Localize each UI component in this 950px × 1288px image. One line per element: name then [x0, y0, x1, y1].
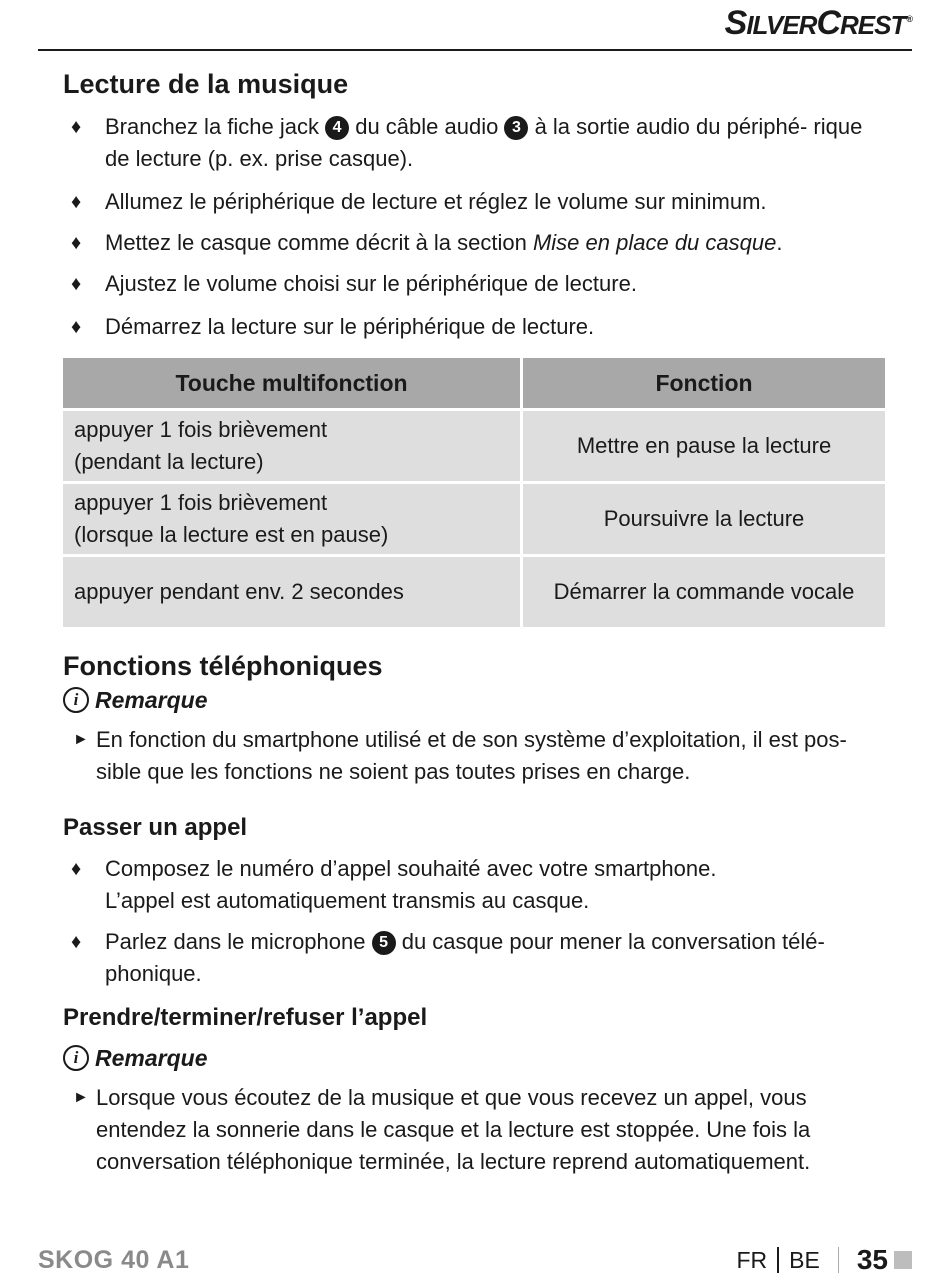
diamond-bullet-icon: ♦ — [71, 273, 82, 295]
section-title-music: Lecture de la musique — [63, 69, 349, 99]
section-title-answer: Prendre/terminer/refuser l’appel — [63, 1004, 428, 1031]
remark-heading: i Remarque — [63, 1042, 885, 1074]
header-rule — [38, 49, 912, 51]
page-number: 35 — [856, 1244, 888, 1275]
table-cell-function: Démarrer la commande vocale — [523, 557, 885, 627]
list-item: ♦ Composez le numéro d’appel souhaité avec votre smartphone. L’appel est automatiquement transmis au casque. — [63, 853, 885, 917]
diamond-bullet-icon: ♦ — [71, 232, 82, 254]
function-table — [60, 355, 888, 630]
part-number-4-icon: 4 — [325, 116, 349, 140]
table-cell-function: Mettre en pause la lecture — [523, 411, 885, 481]
diamond-bullet-icon: ♦ — [71, 191, 82, 213]
list-item: ♦ Parlez dans le microphone 5 du casque pour mener la conversation télé- phonique. — [63, 926, 885, 990]
table-cell-action: appuyer pendant env. 2 secondes — [63, 557, 520, 627]
remark-heading: i Remarque — [63, 684, 885, 716]
diamond-bullet-icon: ♦ — [71, 858, 82, 880]
list-item: ► Lorsque vous écoutez de la musique et que vous recevez un appel, vous entendez la sonnerie dans le casque et la lecture est stoppée. Une fois la conversation téléphonique terminée, la lecture reprend automatiquement. — [63, 1082, 885, 1178]
page-footer — [736, 1244, 912, 1276]
info-icon: i — [63, 1045, 89, 1071]
list-item: ♦ Démarrez la lecture sur le périphérique de lecture. — [63, 311, 885, 343]
table-row — [63, 484, 885, 554]
model-name: SKOG 40 A1 — [38, 1246, 190, 1274]
language-code: FR — [736, 1246, 768, 1273]
trademark-symbol: ® — [906, 13, 912, 24]
brand-logo-text: SILVERCREST — [724, 4, 906, 42]
list-item: ► En fonction du smartphone utilisé et de son système d’exploitation, il est pos- sible que les fonctions ne soient pas toutes prises en charge. — [63, 724, 885, 788]
music-steps-list — [63, 111, 885, 343]
section-title-phone: Fonctions téléphoniques — [63, 651, 383, 681]
divider — [777, 1247, 779, 1273]
section-reference: Mise en place du casque — [532, 230, 777, 255]
part-number-5-icon: 5 — [372, 931, 396, 955]
list-item: ♦ Allumez le périphérique de lecture et réglez le volume sur minimum. — [63, 186, 885, 218]
remark-list — [63, 724, 885, 788]
diamond-bullet-icon: ♦ — [71, 316, 82, 338]
remark-list — [63, 1082, 885, 1178]
part-number-3-icon: 3 — [504, 116, 528, 140]
table-row — [63, 557, 885, 627]
table-header-row — [63, 358, 885, 408]
diamond-bullet-icon: ♦ — [71, 931, 82, 953]
table-row — [63, 411, 885, 481]
list-item: ♦ Mettez le casque comme décrit à la section Mise en place du casque. — [63, 227, 885, 259]
list-item: ♦ Branchez la fiche jack 4 du câble audio 3 à la sortie audio du périphé- rique de lecture (p. ex. prise casque). — [63, 111, 885, 175]
table-cell-function: Poursuivre la lecture — [523, 484, 885, 554]
table-header-cell: Fonction — [523, 358, 885, 408]
page-content — [63, 66, 885, 1178]
call-steps-list — [63, 853, 885, 990]
brand-logo — [725, 4, 912, 43]
diamond-bullet-icon: ♦ — [71, 116, 82, 138]
list-item: ♦ Ajustez le volume choisi sur le périphérique de lecture. — [63, 268, 885, 300]
arrow-bullet-icon: ► — [73, 1089, 89, 1106]
arrow-bullet-icon: ► — [73, 731, 89, 748]
divider — [838, 1247, 839, 1273]
table-cell-action: appuyer 1 fois brièvement (lorsque la lecture est en pause) — [63, 484, 520, 554]
section-title-call: Passer un appel — [63, 814, 248, 841]
info-icon: i — [63, 687, 89, 713]
page-marker-square — [894, 1251, 912, 1269]
table-header-cell: Touche multifonction — [63, 358, 520, 408]
table-cell-action: appuyer 1 fois brièvement (pendant la lecture) — [63, 411, 520, 481]
language-code: BE — [789, 1246, 820, 1273]
